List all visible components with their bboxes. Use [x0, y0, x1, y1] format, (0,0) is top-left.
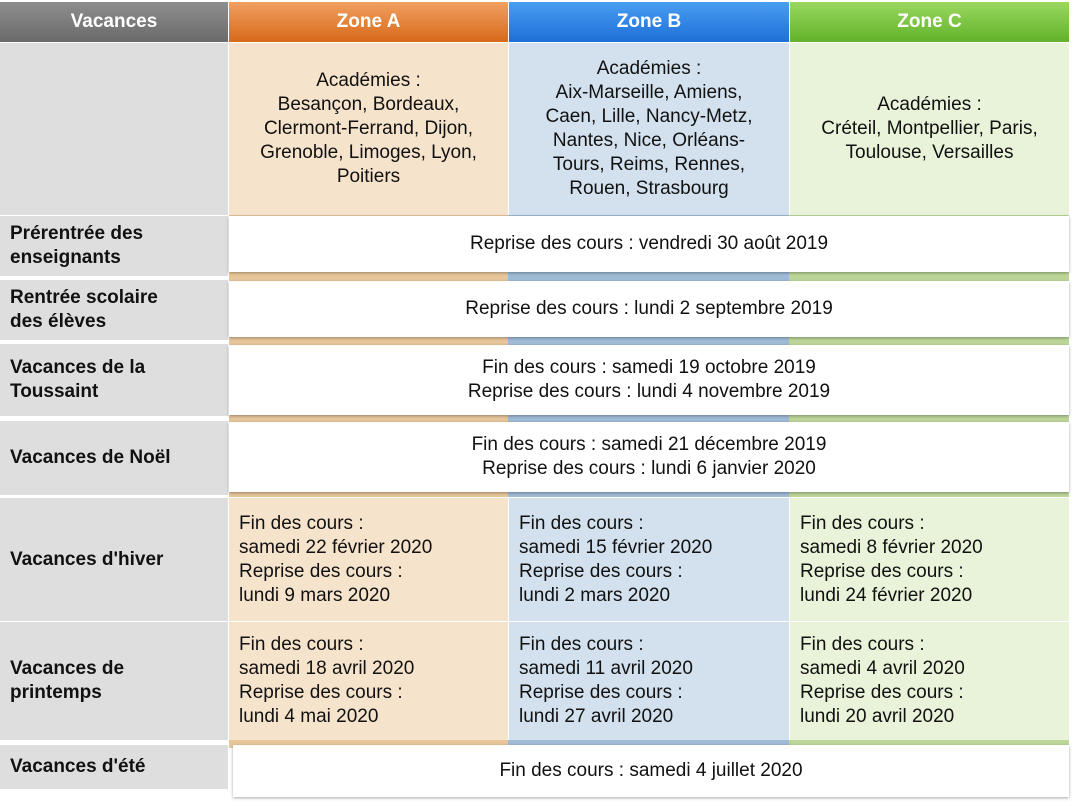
cell-text: Fin des cours : samedi 19 octobre 2019 [482, 357, 816, 378]
cell-text: lundi 24 février 2020 [800, 584, 973, 606]
cell-text: samedi 18 avril 2020 [239, 658, 415, 679]
cell-text: Fin des cours : [519, 512, 644, 534]
academies-label: Académies : [596, 58, 702, 79]
cell-text: lundi 4 mai 2020 [239, 706, 379, 727]
academy-line: Nantes, Nice, Orléans- [552, 130, 746, 151]
cell-text: samedi 11 avril 2020 [519, 658, 693, 679]
header-zone-b-label: Zone B [616, 11, 682, 32]
cell-toussaint [229, 345, 1069, 415]
row-label-line: des élèves [10, 311, 107, 332]
cell-text: Reprise des cours : [800, 682, 964, 703]
cell-rentree [229, 281, 1069, 337]
academy-line: Grenoble, Limoges, Lyon, [260, 142, 477, 163]
cell-text: Reprise des cours : [239, 682, 403, 703]
row-label-ete [0, 745, 228, 789]
row-label-printemps [0, 622, 228, 740]
header-zone-c-label: Zone C [897, 11, 962, 32]
cell-text: samedi 22 février 2020 [239, 536, 433, 558]
row-label-line: Vacances de Noël [10, 447, 171, 468]
cell-text: Reprise des cours : lundi 4 novembre 2019 [467, 381, 831, 402]
row-label-line: Toussaint [10, 381, 99, 402]
cell-hiver-zone-b [509, 498, 789, 621]
cell-text: Fin des cours : [519, 634, 644, 655]
academy-line: Besançon, Bordeaux, [277, 94, 460, 115]
cell-text: Fin des cours : [800, 634, 925, 655]
cell-text: Fin des cours : [800, 512, 925, 534]
academy-line: Créteil, Montpellier, Paris, [821, 118, 1038, 139]
cell-text: lundi 27 avril 2020 [519, 706, 674, 727]
row-label-noel [0, 421, 228, 495]
academies-label: Académies : [877, 94, 982, 115]
cell-text: samedi 8 février 2020 [800, 536, 983, 558]
header-vacances-label: Vacances [70, 11, 158, 32]
cell-text: lundi 20 avril 2020 [800, 706, 955, 727]
row-label-prerentree [0, 216, 228, 276]
academies-label-cell [0, 43, 228, 215]
cell-text: Reprise des cours : [800, 560, 964, 582]
cell-ete [233, 745, 1069, 797]
cell-text: Reprise des cours : lundi 6 janvier 2020 [482, 458, 816, 479]
cell-printemps-zone-c [790, 622, 1069, 740]
cell-noel [229, 422, 1069, 492]
row-label-rentree [0, 280, 228, 340]
academy-line: Poitiers [336, 166, 401, 187]
cell-text: Fin des cours : [239, 634, 364, 655]
academies-zone-b [509, 43, 789, 215]
row-label-line: Rentrée scolaire [10, 287, 158, 308]
header-zone-a [229, 2, 508, 42]
cell-text: Fin des cours : samedi 21 décembre 2019 [471, 434, 827, 455]
cell-text: Fin des cours : [239, 512, 364, 534]
cell-text: samedi 15 février 2020 [519, 536, 713, 558]
cell-prerentree [229, 216, 1069, 272]
row-label-line: Vacances de la [10, 357, 146, 378]
row-label-line: Prérentrée des [10, 223, 144, 244]
cell-printemps-zone-a [229, 622, 508, 740]
row-label-line: enseignants [10, 247, 121, 268]
academies-zone-a [229, 43, 508, 215]
academy-line: Toulouse, Versailles [845, 142, 1014, 163]
header-zone-b [509, 2, 789, 42]
cell-printemps-zone-b [509, 622, 789, 740]
cell-text: Reprise des cours : vendredi 30 août 2019 [469, 233, 829, 254]
cell-hiver-zone-c [790, 498, 1069, 621]
row-label-hiver [0, 498, 228, 621]
academy-line: Rouen, Strasbourg [569, 178, 729, 199]
cell-text: Reprise des cours : [519, 560, 683, 582]
academy-line: Tours, Reims, Rennes, [552, 154, 746, 175]
academies-label: Académies : [316, 70, 421, 91]
row-label-line: Vacances d'été [10, 756, 146, 777]
cell-text: Reprise des cours : [239, 560, 403, 582]
header-zone-a-label: Zone A [336, 11, 401, 32]
academy-line: Clermont-Ferrand, Dijon, [263, 118, 474, 139]
row-label-line: printemps [10, 682, 102, 703]
cell-text: lundi 2 mars 2020 [519, 584, 671, 606]
academy-line: Caen, Lille, Nancy-Metz, [545, 106, 753, 127]
cell-hiver-zone-a [229, 498, 508, 621]
row-label-line: Vacances de [10, 658, 125, 679]
cell-text: Reprise des cours : [519, 682, 683, 703]
row-label-line: Vacances d'hiver [10, 548, 164, 570]
cell-text: lundi 9 mars 2020 [239, 584, 391, 606]
cell-text: Fin des cours : samedi 4 juillet 2020 [499, 760, 803, 781]
academies-zone-c [790, 43, 1069, 215]
header-vacances [0, 2, 228, 42]
academy-line: Aix-Marseille, Amiens, [555, 82, 743, 103]
row-label-toussaint [0, 344, 228, 416]
header-zone-c [790, 2, 1069, 42]
cell-text: Reprise des cours : lundi 2 septembre 2019 [465, 298, 833, 319]
cell-text: samedi 4 avril 2020 [800, 658, 965, 679]
